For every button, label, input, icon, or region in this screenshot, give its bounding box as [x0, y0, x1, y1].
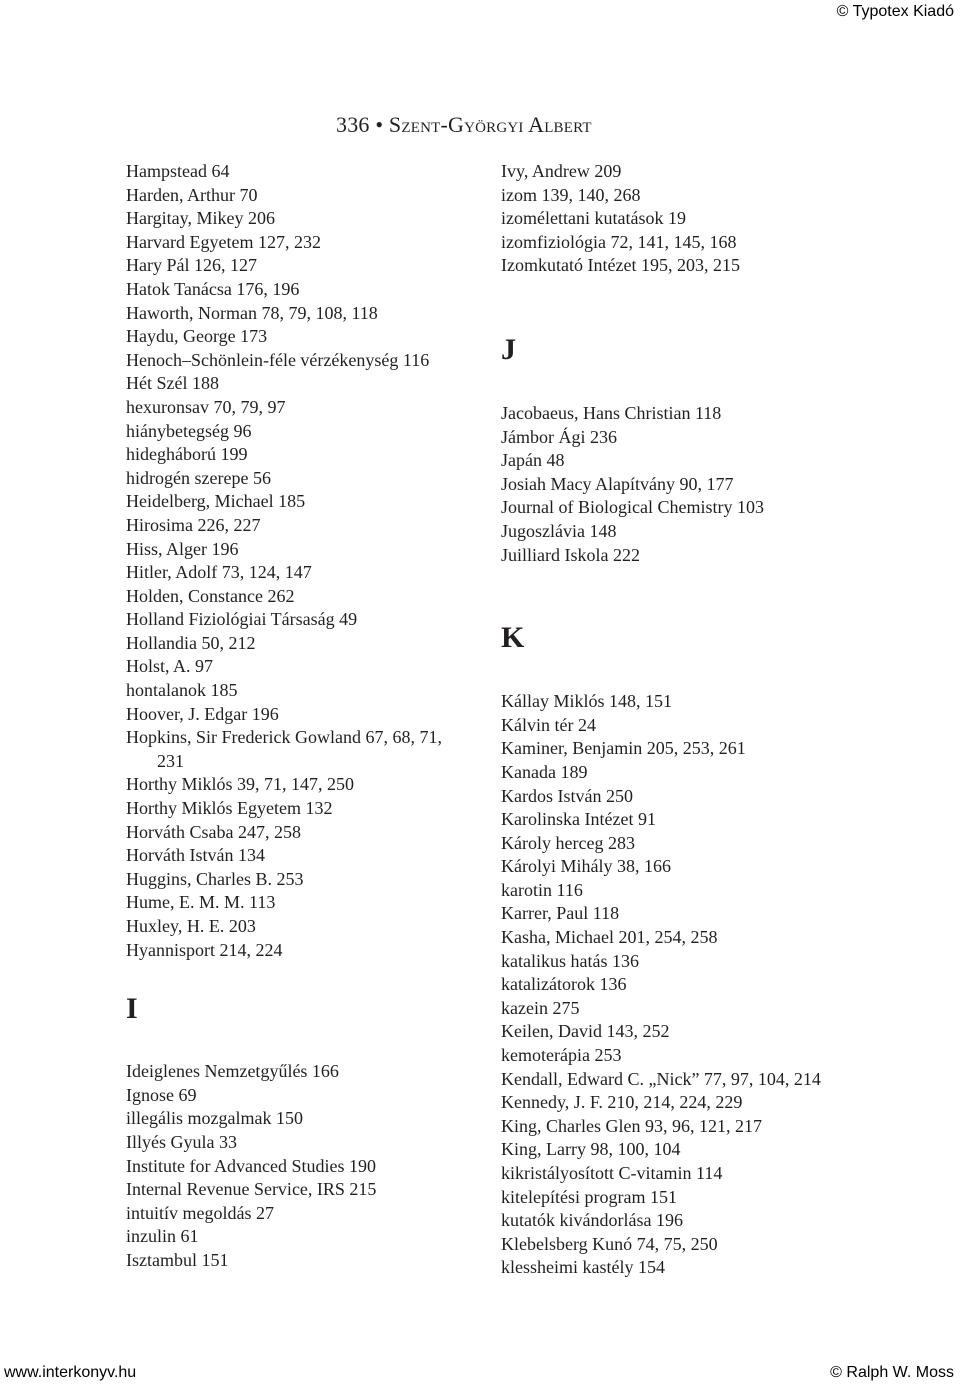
index-entry: Holden, Constance 262 [126, 585, 295, 606]
index-entry: Hollandia 50, 212 [126, 632, 256, 653]
index-entry: Haydu, George 173 [126, 326, 268, 347]
index-entry: Hatok Tanácsa 176, 196 [126, 278, 300, 299]
group-spacer [501, 567, 846, 623]
index-entry: Hopkins, Sir Frederick Gowland 67, 68, 71, 231 [126, 727, 442, 771]
index-entry: Hargitay, Mikey 206 [126, 208, 275, 229]
group-spacer [126, 962, 471, 994]
index-entry: King, Larry 98, 100, 104 [501, 1139, 681, 1160]
index-entry: Isztambul 151 [126, 1249, 229, 1270]
copyright-author: © Ralph W. Moss [830, 1364, 954, 1381]
index-entry: Hyannisport 214, 224 [126, 939, 283, 960]
index-entry: Josiah Macy Alapítvány 90, 177 [501, 473, 734, 494]
index-entry: inzulin 61 [126, 1226, 199, 1247]
index-entry: Horthy Miklós Egyetem 132 [126, 798, 333, 819]
index-entry: kitelepítési program 151 [501, 1186, 677, 1207]
index-entry: Karrer, Paul 118 [501, 903, 620, 924]
index-entry: Hoover, J. Edgar 196 [126, 703, 279, 724]
index-entry: Huggins, Charles B. 253 [126, 868, 304, 889]
index-entry: Institute for Advanced Studies 190 [126, 1155, 376, 1176]
index-entry: Keilen, David 143, 252 [501, 1021, 670, 1042]
index-entry: illegális mozgalmak 150 [126, 1108, 303, 1129]
index-entry: hiánybetegség 96 [126, 420, 252, 441]
index-entry: izom 139, 140, 268 [501, 184, 641, 205]
index-entry: karotin 116 [501, 879, 583, 900]
index-entry: kutatók kivándorlása 196 [501, 1210, 683, 1231]
index-entry: Harden, Arthur 70 [126, 184, 258, 205]
index-group-k [501, 690, 846, 1280]
index-entry: kemoterápia 253 [501, 1045, 622, 1066]
index-entry: Jacobaeus, Hans Christian 118 [501, 402, 722, 423]
index-entry: Kardos István 250 [501, 785, 633, 806]
group-spacer [501, 365, 846, 402]
header-bullet: • [375, 112, 384, 137]
index-entry: Kállay Miklós 148, 151 [501, 691, 672, 712]
index-entry: Hét Szél 188 [126, 373, 219, 394]
section-letter-j: J [501, 332, 516, 366]
section-letter-k: K [501, 621, 525, 655]
index-entry: Internal Revenue Service, IRS 215 [126, 1179, 377, 1200]
index-entry: Károlyi Mihály 38, 166 [501, 856, 671, 877]
index-entry: Hary Pál 126, 127 [126, 255, 257, 276]
index-entry: hexuronsav 70, 79, 97 [126, 396, 286, 417]
index-entry: Hitler, Adolf 73, 124, 147 [126, 562, 312, 583]
index-entry: Kasha, Michael 201, 254, 258 [501, 927, 718, 948]
group-spacer [501, 653, 846, 690]
group-spacer [501, 278, 846, 335]
index-entry: intuitív megoldás 27 [126, 1202, 274, 1223]
index-entry: Kaminer, Benjamin 205, 253, 261 [501, 738, 746, 759]
index-entry: katalikus hatás 136 [501, 950, 639, 971]
index-entry: Hiss, Alger 196 [126, 538, 239, 559]
section-letter-i: I [126, 992, 138, 1026]
index-entry: kikristályosított C-vitamin 114 [501, 1163, 723, 1183]
index-group-j [501, 402, 846, 567]
index-entry: Juilliard Iskola 222 [501, 544, 640, 565]
index-entry: Harvard Egyetem 127, 232 [126, 231, 321, 252]
index-entry: katalizátorok 136 [501, 974, 627, 995]
index-entry: Hirosima 226, 227 [126, 514, 261, 535]
index-entry: Klebelsberg Kunó 74, 75, 250 [501, 1233, 718, 1254]
index-column-left [126, 160, 471, 1273]
index-entry: Jámbor Ági 236 [501, 426, 617, 447]
index-entry: Izomkutató Intézet 195, 203, 215 [501, 255, 740, 276]
index-entry: Heidelberg, Michael 185 [126, 491, 306, 512]
index-entry: Jugoszlávia 148 [501, 520, 617, 541]
index-entry: Huxley, H. E. 203 [126, 916, 256, 936]
index-entry: Kanada 189 [501, 761, 588, 782]
index-entry: izomélettani kutatások 19 [501, 208, 686, 229]
index-entry: Károly herceg 283 [501, 832, 635, 853]
index-entry: Haworth, Norman 78, 79, 108, 118 [126, 302, 378, 323]
index-entry: Hampstead 64 [126, 161, 230, 181]
index-entry: Ivy, Andrew 209 [501, 161, 622, 181]
index-entry: Kálvin tér 24 [501, 714, 596, 735]
index-entry: Japán 48 [501, 450, 565, 471]
index-entry: izomfiziológia 72, 141, 145, 168 [501, 231, 737, 252]
index-entry: Ignose 69 [126, 1084, 197, 1105]
index-entry: Illyés Gyula 33 [126, 1131, 237, 1152]
index-entry: Hume, E. M. M. 113 [126, 892, 276, 913]
index-group-i-continued [501, 160, 846, 278]
index-entry: hidrogén szerepe 56 [126, 467, 271, 488]
copyright-publisher: © Typotex Kiadó [836, 3, 954, 20]
index-entry: hidegháború 199 [126, 444, 248, 465]
index-entry: Journal of Biological Chemistry 103 [501, 497, 764, 518]
index-entry: Kendall, Edward C. „Nick” 77, 97, 104, 214 [501, 1068, 821, 1089]
index-entry: Kennedy, J. F. 210, 214, 224, 229 [501, 1092, 743, 1113]
index-entry: klessheimi kastély 154 [501, 1257, 665, 1278]
index-entry: kazein 275 [501, 997, 580, 1018]
index-column-right [501, 160, 846, 1280]
index-entry: Holland Fiziológiai Társaság 49 [126, 609, 358, 630]
page-number: 336 [336, 112, 370, 137]
index-entry: hontalanok 185 [126, 680, 238, 701]
index-entry: Henoch–Schönlein-féle vérzékenység 116 [126, 349, 430, 370]
index-group-i [126, 1060, 471, 1272]
index-group-h [126, 160, 471, 962]
website-link[interactable]: www.interkonyv.hu [4, 1364, 137, 1381]
running-title: Szent-Györgyi Albert [388, 112, 592, 137]
index-entry: Horthy Miklós 39, 71, 147, 250 [126, 774, 355, 795]
index-entry: Horváth Csaba 247, 258 [126, 821, 301, 842]
index-entry: Horváth István 134 [126, 845, 265, 866]
index-entry: Ideiglenes Nemzetgyűlés 166 [126, 1061, 339, 1082]
page-header [336, 112, 592, 138]
group-spacer [126, 1024, 471, 1060]
index-entry: Karolinska Intézet 91 [501, 809, 656, 830]
index-entry: King, Charles Glen 93, 96, 121, 217 [501, 1115, 762, 1136]
index-entry: Holst, A. 97 [126, 656, 214, 677]
